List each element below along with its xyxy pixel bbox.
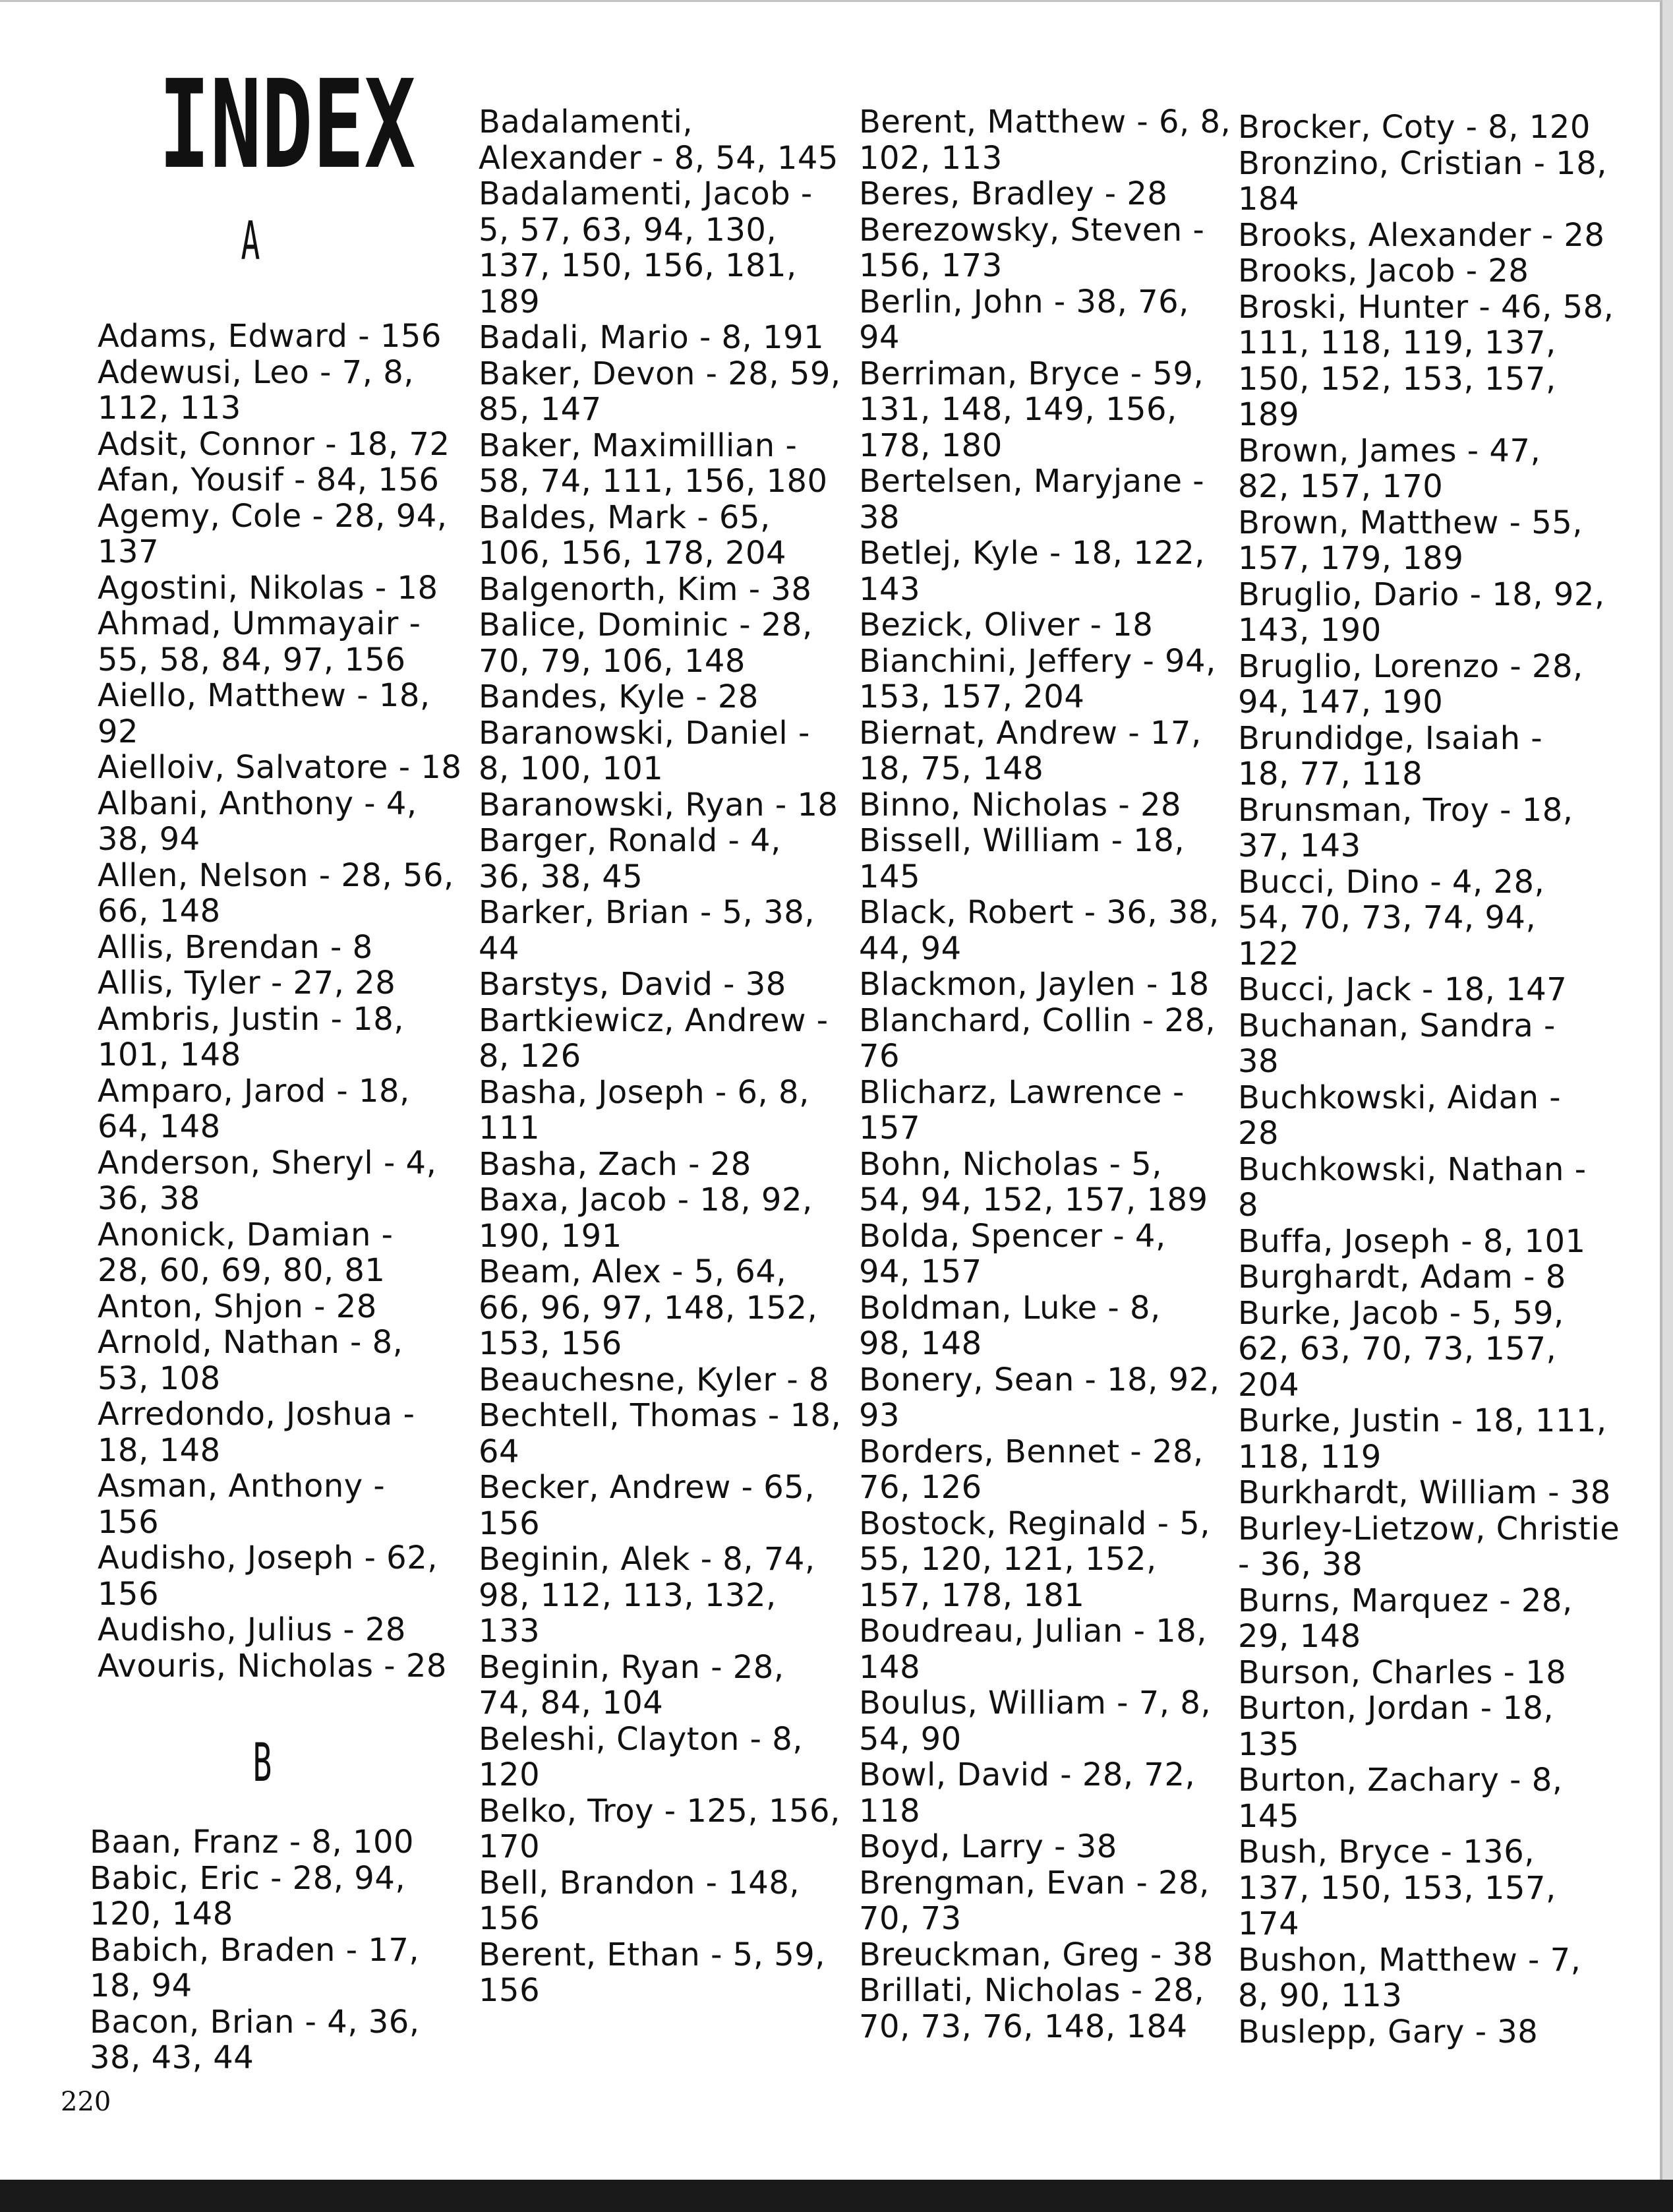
index-entry: Burley-Lietzow, Christie xyxy=(1238,1510,1620,1547)
index-entry: Brengman, Evan - 28, xyxy=(859,1864,1210,1901)
index-entry: Ahmad, Ummayair - xyxy=(98,605,421,642)
index-entry: Arnold, Nathan - 8, xyxy=(98,1324,403,1361)
index-entry: Boldman, Luke - 8, xyxy=(859,1289,1161,1327)
section-letter-text: A xyxy=(241,210,260,272)
index-entry: Black, Robert - 36, 38, xyxy=(859,894,1219,931)
index-entry: 156 xyxy=(479,1972,541,2009)
index-entry: 94, 157 xyxy=(859,1253,982,1290)
page-number: 220 xyxy=(61,2087,111,2117)
index-entry: Afan, Yousif - 84, 156 xyxy=(98,462,440,498)
index-entry: Adewusi, Leo - 7, 8, xyxy=(98,353,415,391)
index-entry: 82, 157, 170 xyxy=(1238,468,1444,505)
index-entry: 120, 148 xyxy=(90,1896,233,1932)
index-entry: Audisho, Joseph - 62, xyxy=(98,1539,438,1576)
index-entry: Blackmon, Jaylen - 18 xyxy=(859,966,1210,1003)
index-entry: 8, 126 xyxy=(479,1038,581,1075)
index-entry: Boudreau, Julian - 18, xyxy=(859,1613,1208,1650)
index-entry: 145 xyxy=(1238,1797,1300,1835)
index-entry: 5, 57, 63, 94, 130, xyxy=(479,211,777,249)
index-entry: Bechtell, Thomas - 18, xyxy=(479,1397,842,1434)
index-entry: Brundidge, Isaiah - xyxy=(1238,719,1543,757)
title-lettering xyxy=(158,42,416,196)
index-entry: 170 xyxy=(479,1828,541,1865)
index-entry: Audisho, Julius - 28 xyxy=(98,1611,406,1648)
index-entry: 98, 112, 113, 132, xyxy=(479,1576,777,1614)
section-letter-glyph xyxy=(231,210,270,272)
index-entry: Broski, Hunter - 46, 58, xyxy=(1238,288,1614,326)
index-entry: Bonery, Sean - 18, 92, xyxy=(859,1361,1220,1398)
index-entry: 153, 157, 204 xyxy=(859,678,1085,715)
index-entry: 189 xyxy=(479,283,541,320)
index-entry: 44 xyxy=(479,930,520,967)
index-entry: Badalamenti, xyxy=(479,104,693,140)
index-entry: 64, 148 xyxy=(98,1108,221,1145)
index-entry: Berezowsky, Steven - xyxy=(859,211,1205,249)
index-entry: 54, 90 xyxy=(859,1720,962,1758)
index-entry: 55, 58, 84, 97, 156 xyxy=(98,641,406,678)
index-column-b-entries xyxy=(90,1824,420,2076)
index-entry: Bolda, Spencer - 4, xyxy=(859,1217,1166,1255)
index-entry: Barker, Brian - 5, 38, xyxy=(479,894,815,931)
index-entry: - 36, 38 xyxy=(1238,1546,1363,1583)
index-entry: Buchkowski, Aidan - xyxy=(1238,1079,1562,1116)
index-entry: 18, 94 xyxy=(90,1967,192,2004)
index-entry: 70, 73, 76, 148, 184 xyxy=(859,2008,1188,2045)
index-entry: Asman, Anthony - xyxy=(98,1468,386,1505)
index-entry: Buffa, Joseph - 8, 101 xyxy=(1238,1222,1586,1260)
index-entry: 122 xyxy=(1238,935,1300,972)
index-entry: 150, 152, 153, 157, xyxy=(1238,360,1556,398)
index-entry: 38, 43, 44 xyxy=(90,2039,254,2076)
index-entry: 133 xyxy=(479,1613,541,1650)
index-entry: 44, 94 xyxy=(859,930,962,967)
section-letter-text: B xyxy=(252,1732,272,1794)
index-entry: 28 xyxy=(1238,1115,1279,1152)
index-entry: 94, 147, 190 xyxy=(1238,684,1444,721)
index-entry: Adams, Edward - 156 xyxy=(98,318,442,355)
index-entry: Bianchini, Jeffery - 94, xyxy=(859,642,1216,680)
index-entry: Avouris, Nicholas - 28 xyxy=(98,1647,447,1685)
index-entry: Arredondo, Joshua - xyxy=(98,1396,415,1433)
index-entry: 36, 38, 45 xyxy=(479,858,643,895)
index-entry: 106, 156, 178, 204 xyxy=(479,535,787,572)
index-entry: Bezick, Oliver - 18 xyxy=(859,607,1154,643)
index-entry: 137, 150, 156, 181, xyxy=(479,247,797,284)
index-entry: 8, 90, 113 xyxy=(1238,1977,1403,2014)
index-entry: Albani, Anthony - 4, xyxy=(98,785,417,822)
index-entry: 111 xyxy=(479,1110,541,1147)
index-entry: Aielloiv, Salvatore - 18 xyxy=(98,749,462,786)
index-entry: Becker, Andrew - 65, xyxy=(479,1469,815,1506)
index-entry: 54, 70, 73, 74, 94, xyxy=(1238,899,1537,936)
index-entry: Basha, Zach - 28 xyxy=(479,1145,751,1183)
index-entry: Brown, James - 47, xyxy=(1238,432,1541,469)
index-entry: Adsit, Connor - 18, 72 xyxy=(98,425,450,463)
index-entry: 153, 156 xyxy=(479,1325,622,1362)
index-entry: Burton, Zachary - 8, xyxy=(1238,1762,1563,1799)
index-entry: 36, 38 xyxy=(98,1180,200,1217)
index-entry: 204 xyxy=(1238,1366,1300,1404)
index-entry: Babich, Braden - 17, xyxy=(90,1931,420,1969)
index-entry: Anderson, Sheryl - 4, xyxy=(98,1144,437,1181)
index-entry: Aiello, Matthew - 18, xyxy=(98,677,430,714)
index-entry: Bruglio, Lorenzo - 28, xyxy=(1238,647,1583,685)
index-entry: 137, 150, 153, 157, xyxy=(1238,1869,1556,1907)
index-entry: 98, 148 xyxy=(859,1325,982,1362)
index-entry: Agostini, Nikolas - 18 xyxy=(98,569,438,607)
index-entry: Breuckman, Greg - 38 xyxy=(859,1936,1214,1973)
index-entry: Beauchesne, Kyler - 8 xyxy=(479,1361,829,1398)
index-entry: 137 xyxy=(98,533,160,570)
index-entry: Berent, Ethan - 5, 59, xyxy=(479,1936,826,1973)
index-entry: 156 xyxy=(479,1900,541,1937)
index-entry: 118, 119 xyxy=(1238,1438,1382,1476)
index-entry: Badali, Mario - 8, 191 xyxy=(479,319,825,356)
index-entry: 8, 100, 101 xyxy=(479,750,664,787)
index-entry: Beres, Bradley - 28 xyxy=(859,175,1168,212)
index-entry: Betlej, Kyle - 18, 122, xyxy=(859,535,1206,572)
index-entry: Barger, Ronald - 4, xyxy=(479,822,781,859)
index-entry: Bohn, Nicholas - 5, xyxy=(859,1145,1162,1183)
index-entry: Buslepp, Gary - 38 xyxy=(1238,2013,1539,2050)
index-entry: 102, 113 xyxy=(859,139,1003,177)
index-entry: Allis, Tyler - 27, 28 xyxy=(98,965,396,1001)
index-entry: Balgenorth, Kim - 38 xyxy=(479,570,812,608)
index-entry: Brillati, Nicholas - 28, xyxy=(859,1972,1205,2009)
index-entry: Alexander - 8, 54, 145 xyxy=(479,139,838,177)
index-entry: Bucci, Dino - 4, 28, xyxy=(1238,863,1545,901)
index-entry: Amparo, Jarod - 18, xyxy=(98,1072,410,1110)
index-column-4 xyxy=(1238,109,1620,2050)
index-entry: Bartkiewicz, Andrew - xyxy=(479,1001,829,1039)
index-entry: 156 xyxy=(98,1503,160,1541)
index-entry: Bruglio, Dario - 18, 92, xyxy=(1238,576,1605,613)
section-letter-b xyxy=(243,1732,282,1794)
index-entry: 120 xyxy=(479,1756,541,1793)
section-letter-a xyxy=(231,210,270,272)
index-entry: 156, 173 xyxy=(859,247,1003,284)
index-entry: Anonick, Damian - xyxy=(98,1216,394,1253)
index-entry: Baranowski, Daniel - xyxy=(479,714,810,752)
index-entry: Bertelsen, Maryjane - xyxy=(859,463,1205,500)
index-entry: Agemy, Cole - 28, 94, xyxy=(98,497,448,535)
index-entry: Bowl, David - 28, 72, xyxy=(859,1756,1196,1793)
index-entry: 101, 148 xyxy=(98,1036,241,1073)
index-entry: 37, 143 xyxy=(1238,827,1361,864)
index-entry: 131, 148, 149, 156, xyxy=(859,391,1177,428)
index-entry: 157 xyxy=(859,1110,921,1147)
index-entry: Baker, Maximillian - xyxy=(479,427,798,464)
index-entry: Boyd, Larry - 38 xyxy=(859,1828,1117,1865)
index-entry: Ambris, Justin - 18, xyxy=(98,1000,404,1038)
index-entry: 143 xyxy=(859,570,921,608)
index-column-3 xyxy=(859,104,1231,2045)
index-entry: 28, 60, 69, 80, 81 xyxy=(98,1252,386,1289)
index-entry: Bissell, William - 18, xyxy=(859,822,1185,859)
index-entry: 190, 191 xyxy=(479,1217,622,1255)
index-entry: 135 xyxy=(1238,1725,1300,1763)
index-entry: 92 xyxy=(98,713,139,750)
index-entry: 53, 108 xyxy=(98,1360,221,1397)
section-letter-glyph xyxy=(243,1732,282,1794)
index-entry: Allis, Brendan - 8 xyxy=(98,928,373,966)
index-entry: Burke, Justin - 18, 111, xyxy=(1238,1402,1607,1439)
index-entry: Bronzino, Cristian - 18, xyxy=(1238,144,1607,182)
index-entry: 111, 118, 119, 137, xyxy=(1238,324,1556,361)
index-entry: 148 xyxy=(859,1648,921,1686)
index-entry: 184 xyxy=(1238,181,1300,218)
index-entry: 18, 75, 148 xyxy=(859,750,1044,787)
index-entry: Berent, Matthew - 6, 8, xyxy=(859,104,1231,140)
index-entry: Burton, Jordan - 18, xyxy=(1238,1690,1554,1727)
index-entry: Buchkowski, Nathan - xyxy=(1238,1151,1587,1188)
index-entry: Brooks, Jacob - 28 xyxy=(1238,253,1529,289)
index-entry: 118 xyxy=(859,1792,921,1830)
title-text: INDEX xyxy=(158,53,416,196)
page-title xyxy=(158,42,416,196)
index-entry: 76, 126 xyxy=(859,1469,982,1506)
index-entry: Barstys, David - 38 xyxy=(479,966,786,1003)
index-entry: Baan, Franz - 8, 100 xyxy=(90,1824,415,1861)
index-entry: Borders, Bennet - 28, xyxy=(859,1433,1204,1470)
index-entry: Burns, Marquez - 28, xyxy=(1238,1582,1573,1619)
index-entry: Bacon, Brian - 4, 36, xyxy=(90,2003,420,2041)
index-entry: Burkhardt, William - 38 xyxy=(1238,1474,1611,1511)
index-entry: Baldes, Mark - 65, xyxy=(479,498,771,536)
index-entry: 70, 79, 106, 148 xyxy=(479,642,746,680)
index-entry: 94 xyxy=(859,319,900,356)
index-entry: 157, 178, 181 xyxy=(859,1576,1085,1614)
index-entry: 85, 147 xyxy=(479,391,602,428)
index-entry: Brooks, Alexander - 28 xyxy=(1238,216,1605,254)
index-entry: Badalamenti, Jacob - xyxy=(479,175,813,212)
index-entry: Bostock, Reginald - 5, xyxy=(859,1505,1210,1542)
index-entry: Burke, Jacob - 5, 59, xyxy=(1238,1294,1564,1332)
index-entry: Baranowski, Ryan - 18 xyxy=(479,786,838,823)
index-entry: 38 xyxy=(1238,1043,1279,1080)
index-entry: Burson, Charles - 18 xyxy=(1238,1654,1567,1691)
index-entry: Bell, Brandon - 148, xyxy=(479,1864,800,1901)
index-entry: Balice, Dominic - 28, xyxy=(479,607,813,643)
index-entry: 157, 179, 189 xyxy=(1238,540,1464,577)
index-entry: Beginin, Alek - 8, 74, xyxy=(479,1541,815,1578)
index-entry: 38 xyxy=(859,498,900,536)
index-entry: 112, 113 xyxy=(98,390,241,427)
index-entry: Biernat, Andrew - 17, xyxy=(859,714,1202,752)
index-entry: Bandes, Kyle - 28 xyxy=(479,678,759,715)
index-entry: 178, 180 xyxy=(859,427,1003,464)
index-entry: Brocker, Coty - 8, 120 xyxy=(1238,109,1591,146)
index-entry: 64 xyxy=(479,1433,520,1470)
index-entry: Baxa, Jacob - 18, 92, xyxy=(479,1181,813,1218)
index-entry: Beleshi, Clayton - 8, xyxy=(479,1720,804,1758)
index-entry: Anton, Shjon - 28 xyxy=(98,1288,377,1325)
index-entry: 66, 148 xyxy=(98,893,221,930)
index-entry: 66, 96, 97, 148, 152, xyxy=(479,1289,818,1327)
index-entry: 58, 74, 111, 156, 180 xyxy=(479,463,828,500)
index-entry: Burghardt, Adam - 8 xyxy=(1238,1259,1566,1296)
index-entry: Binno, Nicholas - 28 xyxy=(859,786,1182,823)
index-entry: 93 xyxy=(859,1397,900,1434)
index-entry: 38, 94 xyxy=(98,821,200,858)
index-entry: Bush, Bryce - 136, xyxy=(1238,1834,1535,1870)
index-entry: 54, 94, 152, 157, 189 xyxy=(859,1181,1208,1218)
index-entry: Blicharz, Lawrence - xyxy=(859,1073,1185,1111)
index-entry: 174 xyxy=(1238,1905,1300,1942)
index-entry: 62, 63, 70, 73, 157, xyxy=(1238,1330,1557,1367)
index-entry: Brunsman, Troy - 18, xyxy=(1238,791,1573,829)
index-entry: 143, 190 xyxy=(1238,612,1382,649)
index-entry: 70, 73 xyxy=(859,1900,962,1937)
index-entry: Brown, Matthew - 55, xyxy=(1238,504,1583,541)
index-entry: Berriman, Bryce - 59, xyxy=(859,355,1204,392)
index-entry: 156 xyxy=(98,1575,160,1613)
index-entry: 74, 84, 104 xyxy=(479,1685,664,1721)
index-entry: 8 xyxy=(1238,1187,1259,1224)
index-entry: 29, 148 xyxy=(1238,1618,1361,1655)
index-entry: 18, 77, 118 xyxy=(1238,756,1423,792)
index-entry: 156 xyxy=(479,1505,541,1542)
index-entry: Boulus, William - 7, 8, xyxy=(859,1685,1212,1721)
index-entry: 145 xyxy=(859,858,921,895)
index-entry: Bucci, Jack - 18, 147 xyxy=(1238,971,1568,1008)
index-entry: Buchanan, Sandra - xyxy=(1238,1007,1556,1044)
index-entry: 189 xyxy=(1238,396,1300,433)
index-entry: 76 xyxy=(859,1038,900,1075)
index-entry: Baker, Devon - 28, 59, xyxy=(479,355,841,392)
index-entry: Berlin, John - 38, 76, xyxy=(859,283,1189,320)
index-column-2 xyxy=(479,104,841,2009)
index-column-a-entries xyxy=(98,318,461,1684)
index-entry: Blanchard, Collin - 28, xyxy=(859,1001,1216,1039)
index-entry: Babic, Eric - 28, 94, xyxy=(90,1859,406,1897)
index-entry: Basha, Joseph - 6, 8, xyxy=(479,1073,809,1111)
index-entry: Belko, Troy - 125, 156, xyxy=(479,1792,840,1830)
index-entry: Beginin, Ryan - 28, xyxy=(479,1648,784,1686)
scan-bottom-edge xyxy=(0,2180,1673,2212)
index-entry: 18, 148 xyxy=(98,1431,221,1469)
index-entry: Bushon, Matthew - 7, xyxy=(1238,1941,1581,1979)
index-entry: Allen, Nelson - 28, 56, xyxy=(98,856,454,894)
index-entry: 55, 120, 121, 152, xyxy=(859,1541,1157,1578)
index-entry: Beam, Alex - 5, 64, xyxy=(479,1253,787,1290)
